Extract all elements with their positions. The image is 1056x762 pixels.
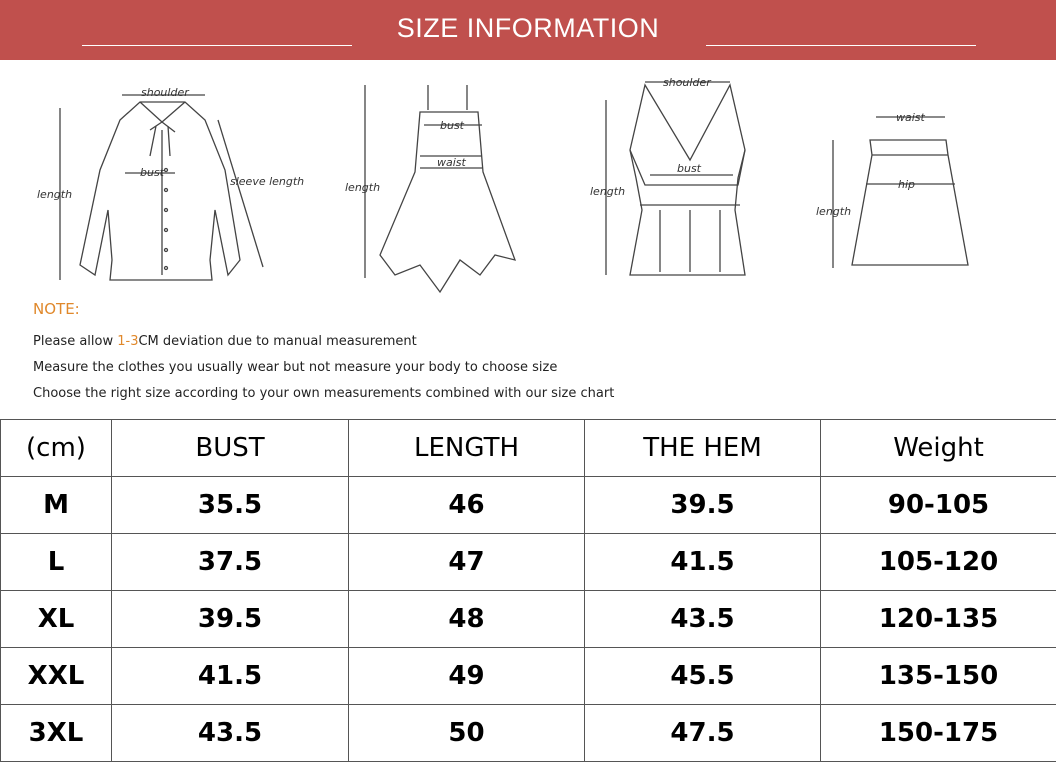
dress-length-label: length <box>345 181 381 194</box>
bust-cell: 43.5 <box>112 705 349 762</box>
weight-cell: 120-135 <box>821 591 1056 648</box>
header-unit: (cm) <box>1 420 112 477</box>
page-title: SIZE INFORMATION <box>396 12 660 43</box>
tank-diagram <box>606 82 745 275</box>
hem-cell: 45.5 <box>585 648 821 705</box>
shirt-length-label: length <box>37 188 73 201</box>
size-cell: L <box>1 534 112 591</box>
dress-waist-label: waist <box>437 156 466 169</box>
tank-bust-label: bust <box>677 162 701 175</box>
note-line-3: Choose the right size according to your own measurements combined with our size chart <box>33 386 615 401</box>
header-banner <box>0 0 1056 60</box>
header-bust: BUST <box>112 420 349 477</box>
bust-cell: 37.5 <box>112 534 349 591</box>
skirt-length-label: length <box>816 205 852 218</box>
length-cell: 49 <box>349 648 585 705</box>
size-cell: M <box>1 477 112 534</box>
length-cell: 46 <box>349 477 585 534</box>
table-header-row <box>1 420 1056 477</box>
note-title: NOTE: <box>33 300 80 318</box>
shirt-shoulder-label: shoulder <box>141 86 189 99</box>
hem-cell: 41.5 <box>585 534 821 591</box>
table-row <box>1 705 1056 762</box>
shirt-sleeve-label: sleeve length <box>230 175 305 188</box>
note-line-1-pre: Please allow <box>33 334 118 349</box>
size-cell: XXL <box>1 648 112 705</box>
size-chart-table <box>0 419 1056 762</box>
length-cell: 47 <box>349 534 585 591</box>
bust-cell: 35.5 <box>112 477 349 534</box>
bust-cell: 41.5 <box>112 648 349 705</box>
table-row <box>1 534 1056 591</box>
weight-cell: 135-150 <box>821 648 1056 705</box>
skirt-hip-label: hip <box>898 178 916 191</box>
weight-cell: 90-105 <box>821 477 1056 534</box>
bust-cell: 39.5 <box>112 591 349 648</box>
hem-cell: 39.5 <box>585 477 821 534</box>
header-rule-left <box>82 45 352 46</box>
shirt-bust-label: bust <box>140 166 164 179</box>
table-row <box>1 477 1056 534</box>
tank-shoulder-label: shoulder <box>663 76 711 89</box>
size-cell: 3XL <box>1 705 112 762</box>
table-row <box>1 591 1056 648</box>
notes-section <box>33 300 733 409</box>
header-length: LENGTH <box>349 420 585 477</box>
weight-cell: 150-175 <box>821 705 1056 762</box>
length-cell: 50 <box>349 705 585 762</box>
weight-cell: 105-120 <box>821 534 1056 591</box>
header-hem: THE HEM <box>585 420 821 477</box>
measurement-illustrations <box>0 60 1056 295</box>
measurement-diagrams-svg <box>0 60 1056 295</box>
note-line-1-post: CM deviation due to manual measurement <box>138 334 417 349</box>
header-weight: Weight <box>821 420 1056 477</box>
header-rule-right <box>706 45 976 46</box>
size-cell: XL <box>1 591 112 648</box>
table-row <box>1 648 1056 705</box>
tank-length-label: length <box>590 185 626 198</box>
dress-diagram <box>365 85 515 292</box>
hem-cell: 47.5 <box>585 705 821 762</box>
note-line-1 <box>33 331 733 357</box>
note-line-2: Measure the clothes you usually wear but not measure your body to choose size <box>33 360 558 375</box>
skirt-waist-label: waist <box>896 111 925 124</box>
length-cell: 48 <box>349 591 585 648</box>
note-deviation-range: 1-3 <box>117 334 139 349</box>
skirt-diagram <box>833 117 968 268</box>
dress-bust-label: bust <box>440 119 464 132</box>
hem-cell: 43.5 <box>585 591 821 648</box>
